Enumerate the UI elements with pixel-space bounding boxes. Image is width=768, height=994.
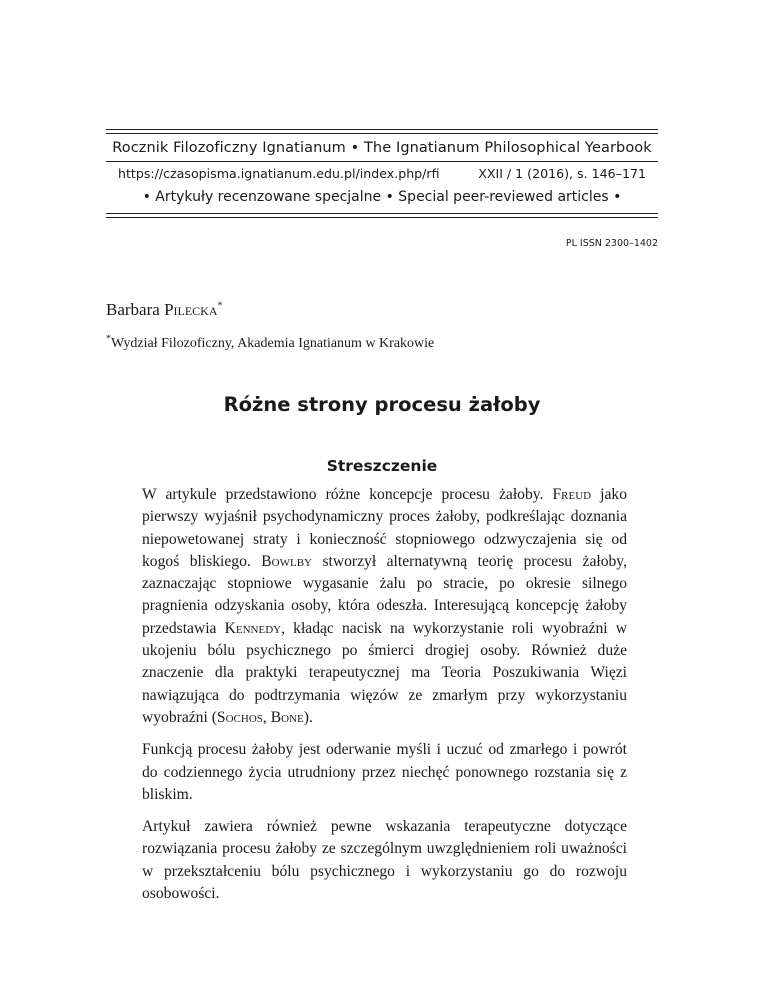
header-mid-rule [106,161,658,162]
journal-title-en: The Ignatianum Philosophical Yearbook [363,140,652,156]
header-top-rule-2 [106,133,658,134]
abstract-paragraph-1 [142,484,627,729]
journal-title-pl: Rocznik Filozoficzny Ignatianum [112,140,346,156]
abstract-text: , kładąc nacisk na wykorzystanie roli wyobraźni w ukojeniu bólu psychicznego po śmierci drogiej osoby. Również duże znaczenie dla praktyki terapeutycznej ma Teoria Poszukiwania Więzi nawiązująca do podtrzymania więzów ze zmarłym przy wykorzystaniu wyobraźni ( [142,619,627,726]
affiliation-text: Wydział Filozoficzny, Akademia Ignatianum w Krakowie [111,336,435,351]
abstract-text: ). [303,708,313,726]
author-first-name: Barbara [106,300,160,319]
author-ref-bowlby: Bowlby [261,552,312,570]
abstract-heading: Streszczenie [326,457,438,475]
author-ref-bone: Bone [270,708,304,726]
author-last-name: Pilecka [164,300,218,319]
abstract-text: jako pierwszy wyjaśnił psychodynamiczny proces żałoby, podkreślając doznania niepowetowanej straty i konieczność stopniowego odzwyczajenia się od kogoś bliskiego. [142,486,628,570]
header-top-rule [106,129,658,130]
abstract-paragraph-3: Artykuł zawiera również pewne wskazania terapeutyczne dotyczące rozwiązania procesu żałoby ze szczególnym uwzględnieniem roli uważności w przekształceniu bólu psychicznego i wykorzystaniu go do rozwoju osobowości. [142,818,627,903]
abstract-body [142,484,627,915]
abstract-paragraph-2: Funkcją procesu żałoby jest oderwanie myśli i uczuć od zmarłego i powrót do codziennego życia utrudniony przez niechęć ponownego rozstania się z bliskim. [142,741,627,803]
header-bottom-rule [106,213,658,214]
journal-title-line [106,140,658,156]
author-affiliation [106,333,435,352]
author-name [106,300,223,320]
bullet-separator: • [350,140,360,156]
abstract-text: , [262,708,271,726]
journal-info-line [118,166,646,181]
section-label: • Artykuły recenzowane specjalne • Special peer-reviewed articles • [142,189,622,205]
abstract-text: W artykule przedstawiono różne koncepcje procesu żałoby. [142,486,553,503]
author-footnote-mark: * [217,300,223,312]
abstract-text: stworzył alternatywną teorię procesu żałoby, zaznaczając stopniowe wygasanie żalu po stracie, po okresie silnego pragnienia odzyskania osoby, która odeszła. Interesującą koncepcję żałoby przedstawia [142,552,627,637]
author-ref-sochos: Sochos [216,708,263,726]
author-ref-freud: Freud [552,486,592,503]
issue-info: XXII / 1 (2016), s. 146–171 [478,166,646,181]
article-title: Różne strony procesu żałoby [223,393,541,416]
journal-url[interactable]: https://czasopisma.ignatianum.edu.pl/index.php/rfi [118,166,440,181]
affiliation-footnote-mark: * [106,333,111,345]
header-bottom-rule-2 [106,217,658,218]
author-ref-kennedy: Kennedy [224,619,282,637]
issn-label: PL ISSN 2300–1402 [565,238,658,249]
